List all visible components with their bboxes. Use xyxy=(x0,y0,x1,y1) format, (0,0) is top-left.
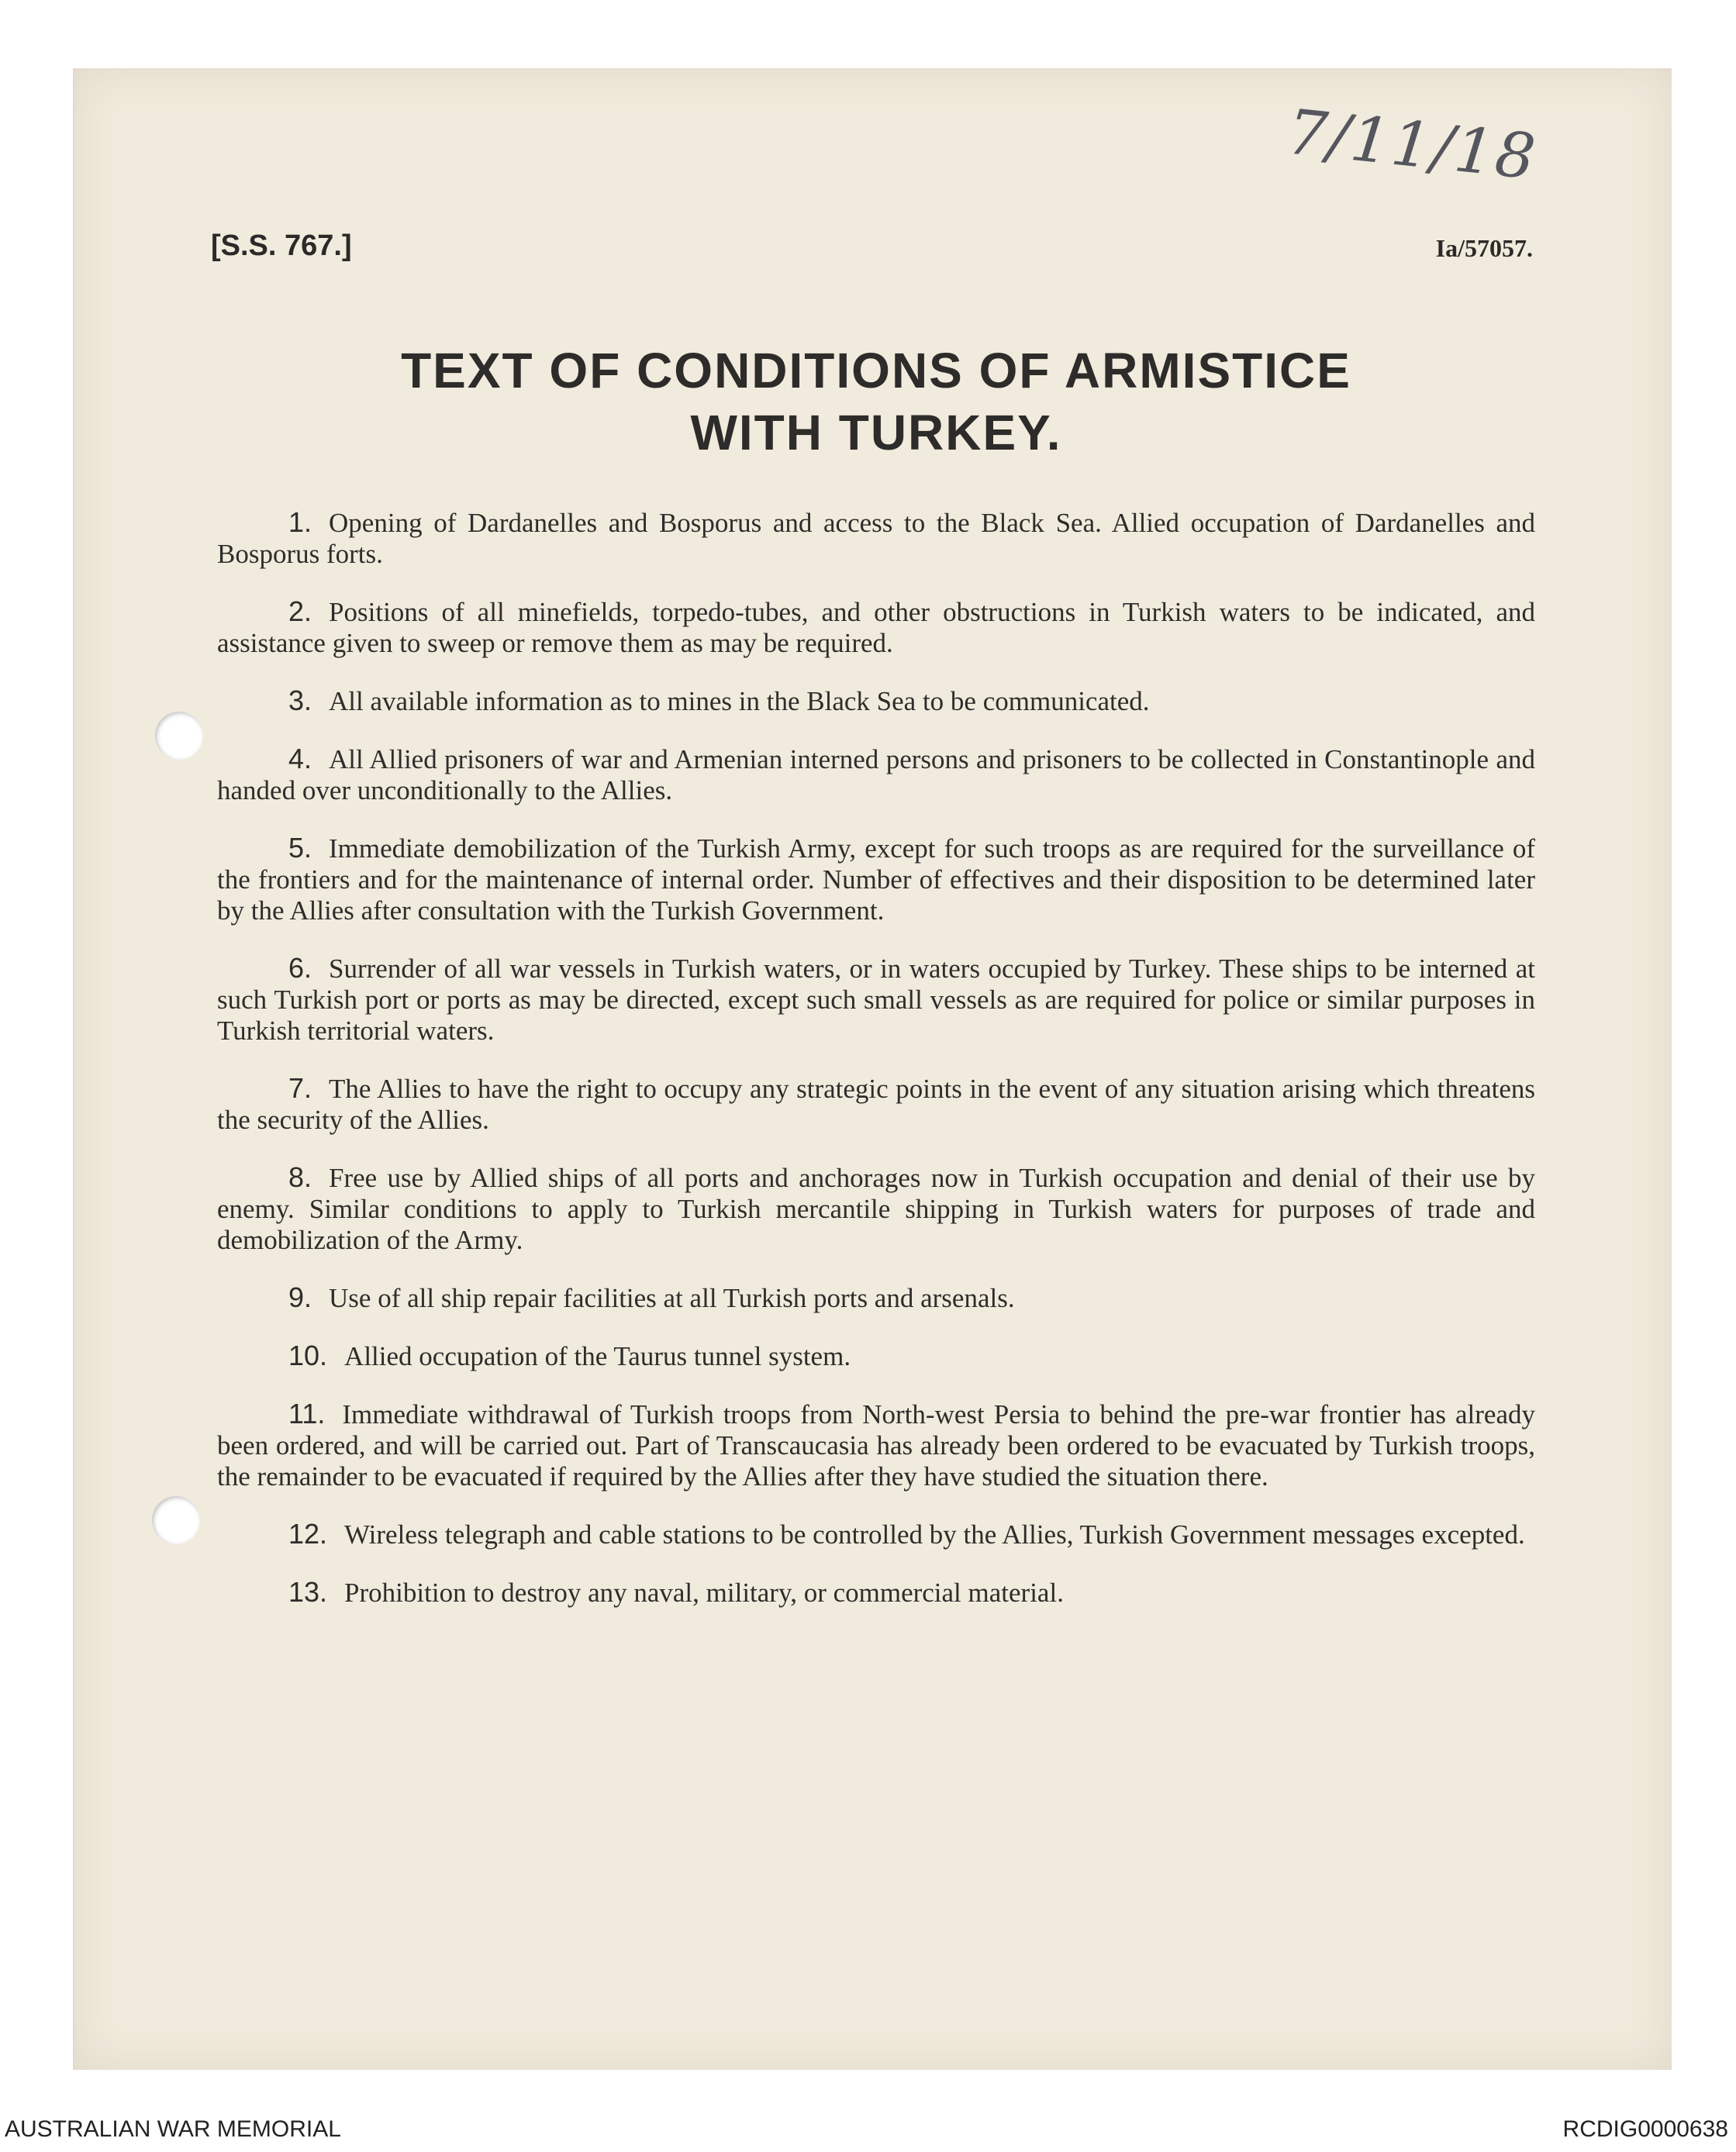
clause-item xyxy=(217,1282,1535,1314)
clause-text: Surrender of all war vessels in Turkish waters, or in waters occupied by Turkey. These ships to be interned at such Turkish port or ports as may be directed, except such small vessels as are required for police or similar purposes in Turkish territorial waters. xyxy=(217,954,1535,1046)
title-line-2: WITH TURKEY. xyxy=(690,405,1062,460)
clause-item xyxy=(217,1577,1535,1609)
clause-text: The Allies to have the right to occupy any strategic points in the event of any situation arising which threatens the security of the Allies. xyxy=(217,1074,1535,1135)
clause-list xyxy=(217,507,1535,1635)
clause-item xyxy=(217,685,1535,717)
clause-number: 9. xyxy=(288,1281,312,1313)
document-reference-right: Ia/57057. xyxy=(1435,234,1533,262)
clause-item xyxy=(217,1073,1535,1136)
footer-institution: AUSTRALIAN WAR MEMORIAL xyxy=(5,2116,341,2142)
clause-text: Immediate demobilization of the Turkish Army, except for such troops as are required for the surveillance of the frontiers and for the maintenance of internal order. Number of effectives and their disposition to be determined later by the Allies after consultation with the Turkish Government. xyxy=(217,833,1535,926)
clause-text: Immediate withdrawal of Turkish troops from North-west Persia to behind the pre-war frontier has already been ordered, and will be carried out. Part of Transcaucasia has already been ordered to be evacuated by Turkish troops, the remainder to be evacuated if required by the Allies after they have studied the situation there. xyxy=(217,1399,1535,1492)
clause-text: All Allied prisoners of war and Armenian interned persons and prisoners to be collected in Constantinople and handed over unconditionally to the Allies. xyxy=(217,744,1535,805)
clause-text: All available information as to mines in the Black Sea to be communicated. xyxy=(329,686,1150,716)
clause-number: 10. xyxy=(288,1340,328,1371)
clause-item xyxy=(217,1519,1535,1550)
document-reference-left: [S.S. 767.] xyxy=(211,229,352,262)
handwritten-date: 7/11/18 xyxy=(1284,95,1541,194)
clause-text: Prohibition to destroy any naval, military, or commercial material. xyxy=(344,1578,1064,1608)
clause-item xyxy=(217,1398,1535,1492)
clause-text: Use of all ship repair facilities at all Turkish ports and arsenals. xyxy=(329,1283,1015,1313)
clause-item xyxy=(217,953,1535,1047)
clause-item xyxy=(217,507,1535,570)
punch-hole-bottom xyxy=(152,1496,200,1544)
clause-number: 8. xyxy=(288,1161,312,1193)
clause-number: 6. xyxy=(288,952,312,984)
clause-item xyxy=(217,596,1535,659)
clause-number: 7. xyxy=(288,1072,312,1104)
clause-text: Free use by Allied ships of all ports and anchorages now in Turkish occupation and denial of their use by enemy. Similar conditions to apply to Turkish mercantile shipping in Turkish waters for purposes of trade and demobilization of the Army. xyxy=(217,1163,1535,1255)
clause-item xyxy=(217,1340,1535,1372)
clause-text: Positions of all minefields, torpedo-tubes, and other obstructions in Turkish waters to be indicated, and assistance given to sweep or remove them as may be required. xyxy=(217,597,1535,658)
clause-number: 3. xyxy=(288,685,312,716)
title-line-1: TEXT OF CONDITIONS OF ARMISTICE xyxy=(401,343,1351,398)
clause-number: 1. xyxy=(288,506,312,538)
clause-number: 11. xyxy=(288,1398,326,1429)
clause-number: 5. xyxy=(288,832,312,864)
footer-record-id: RCDIG0000638 xyxy=(1562,2116,1728,2142)
clause-item xyxy=(217,1162,1535,1256)
clause-item xyxy=(217,833,1535,926)
document-title xyxy=(202,340,1551,464)
clause-number: 12. xyxy=(288,1518,328,1550)
clause-number: 2. xyxy=(288,595,312,627)
clause-number: 13. xyxy=(288,1576,328,1608)
clause-text: Allied occupation of the Taurus tunnel system. xyxy=(344,1341,851,1371)
clause-number: 4. xyxy=(288,743,312,774)
clause-text: Wireless telegraph and cable stations to be controlled by the Allies, Turkish Government messages excepted. xyxy=(344,1519,1525,1550)
clause-text: Opening of Dardanelles and Bosporus and access to the Black Sea. Allied occupation of Dardanelles and Bosporus forts. xyxy=(217,508,1535,569)
punch-hole-top xyxy=(155,712,203,760)
clause-item xyxy=(217,743,1535,806)
